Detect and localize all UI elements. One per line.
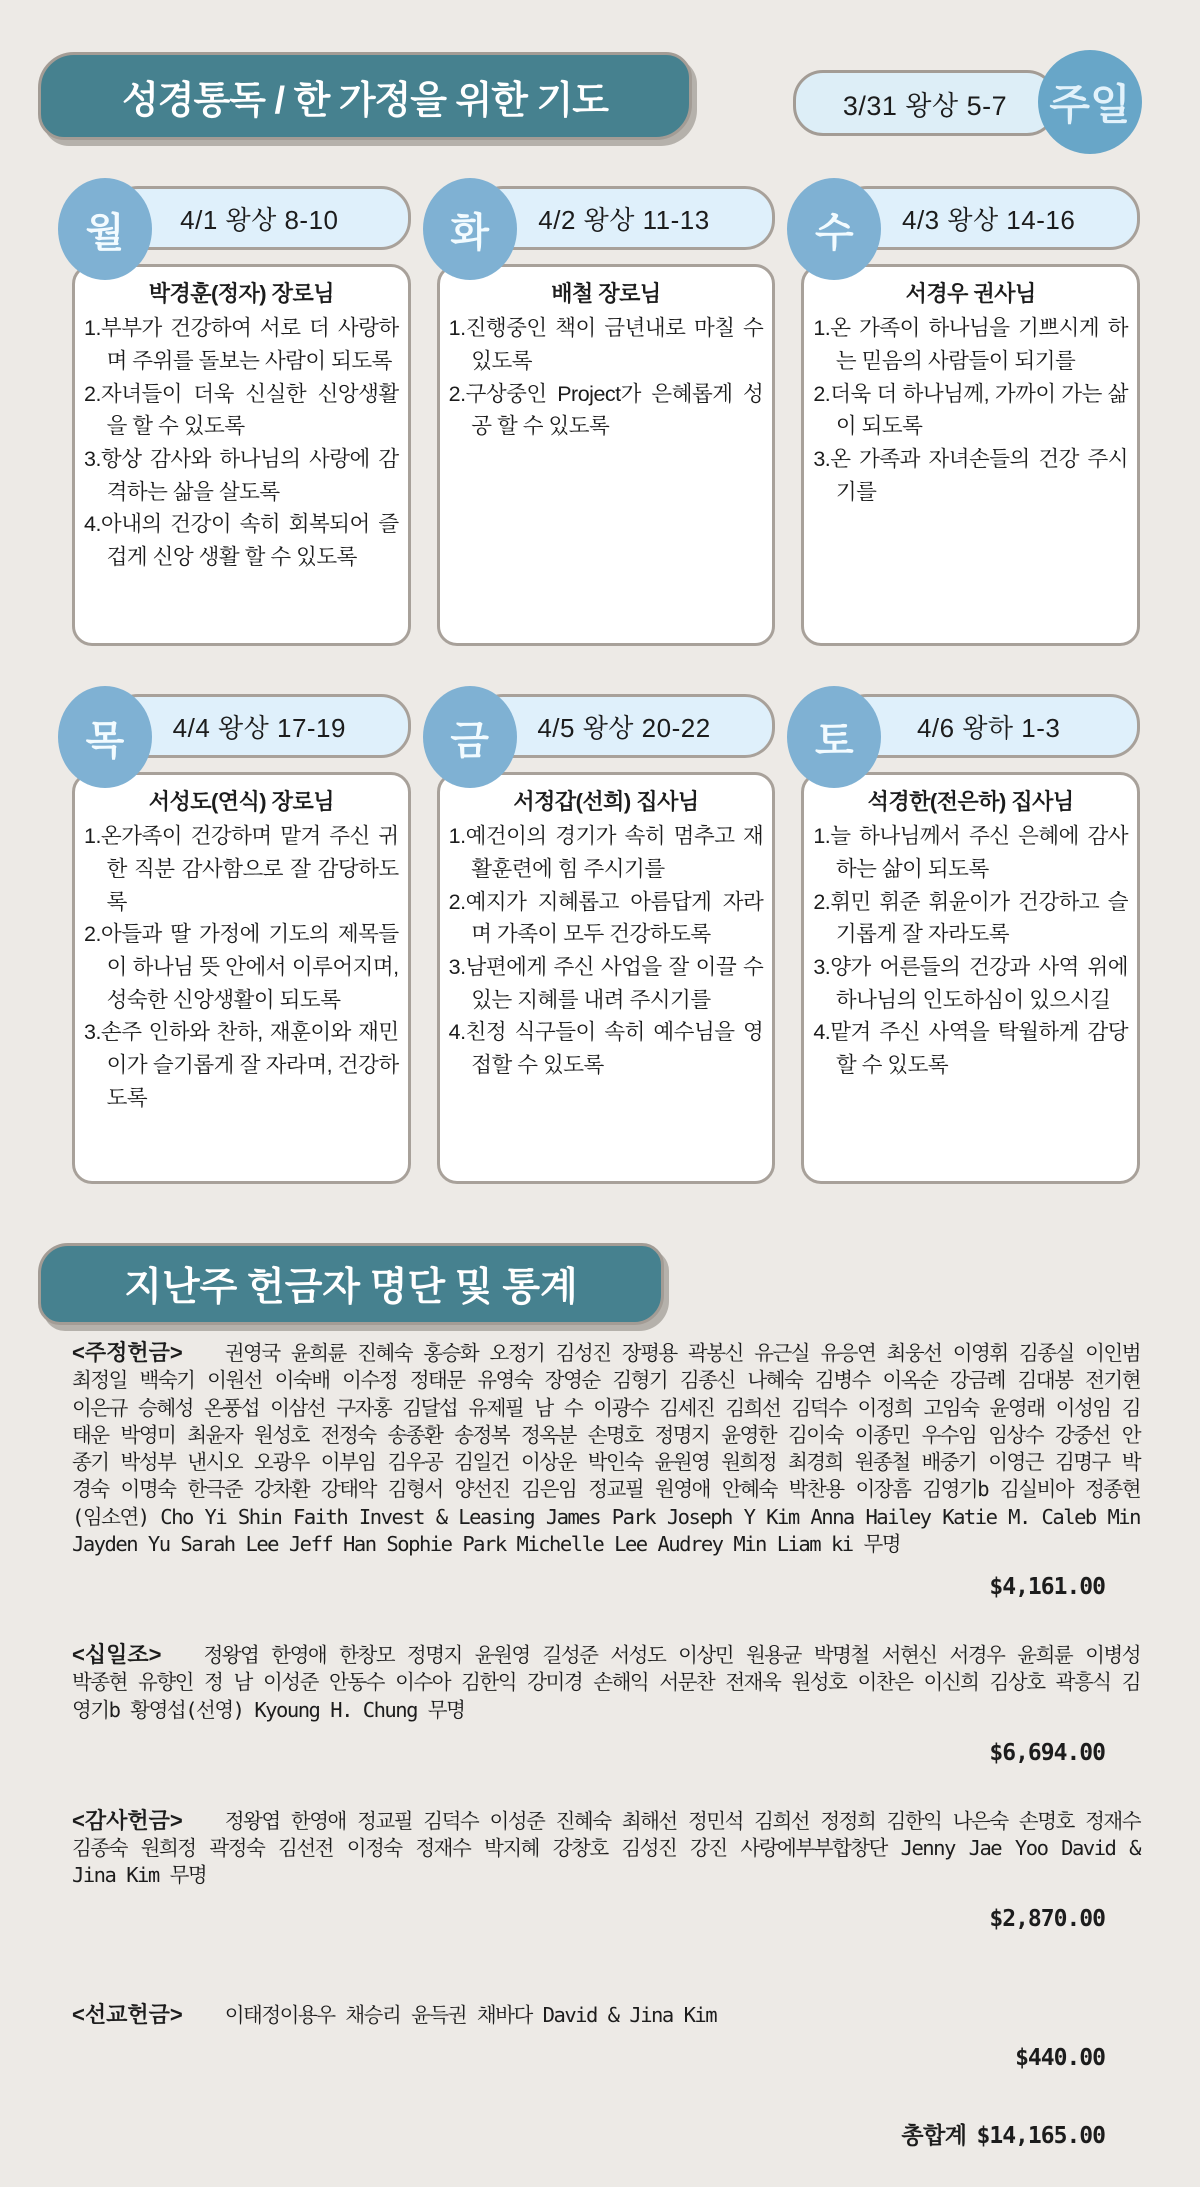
- day-badge: 수: [787, 178, 881, 280]
- family-name: 서정갑(선희) 집사님: [513, 789, 699, 814]
- offering-tithe: [72, 1640, 1140, 1766]
- prayer-item: 2.휘민 휘준 휘윤이가 건강하고 슬기롭게 잘 자라도록: [813, 889, 1128, 947]
- offering-label: <십일조>: [72, 1642, 162, 1667]
- day-badge: 월: [58, 178, 152, 280]
- day-badge: 화: [423, 178, 517, 280]
- offering-weekly: [72, 1338, 1140, 1600]
- day-card-thu: [72, 694, 411, 1184]
- day-card-tue: [437, 186, 776, 646]
- day-card-mon: [72, 186, 411, 646]
- offering-name-list: 정왕엽 한영애 정교필 김덕수 이성준 진혜숙 최해선 정민석 김희선 정정희 김한익 나은숙 손명호 정재수 김종숙 원희정 곽정숙 김선전 이정숙 정재수 박지혜 강창호 김성진 강진 사랑에부부합창단 Jenny Jae Yoo David & Jina Kim 무명: [72, 1808, 1140, 1888]
- offering-names: [72, 1338, 1140, 1558]
- prayer-item: 3.양가 어른들의 건강과 사역 위에 하나님의 인도하심이 있으시길: [813, 955, 1128, 1012]
- grand-total-label: 총합계: [901, 2121, 967, 2148]
- prayer-item: 3.항상 감사와 하나님의 사랑에 감격하는 삶을 살도록: [84, 447, 399, 504]
- prayer-item: 1.늘 하나님께서 주신 은혜에 감사하는 삶이 되도록: [813, 824, 1128, 882]
- prayer-body: [437, 772, 776, 1184]
- day-badge: 금: [423, 686, 517, 788]
- prayer-item: 2.더욱 더 하나님께, 가까이 가는 삶이 되도록: [813, 381, 1128, 439]
- prayer-body: [801, 264, 1140, 646]
- family-name: 석경한(전은하) 집사님: [867, 789, 1074, 814]
- day-card-wed: [801, 186, 1140, 646]
- family-name: 박경훈(정자) 장로님: [148, 281, 334, 306]
- day-cards-row-1: [72, 186, 1140, 646]
- offering-name-list: 이태정이용우 채승리 윤득권 채바다 David & Jina Kim: [224, 2002, 717, 2027]
- prayer-item: 1.진행중인 책이 금년내로 마칠 수 있도록: [448, 316, 764, 374]
- prayer-item: 2.구상중인 Project가 은혜롭게 성공 할 수 있도록: [448, 381, 764, 439]
- reading-header: 4/5 왕상 20-22: [473, 694, 776, 758]
- day-cards-row-2: [72, 694, 1140, 1184]
- prayer-body: [801, 772, 1140, 1184]
- day-card-sat: [801, 694, 1140, 1184]
- offering-section-title: 지난주 헌금자 명단 및 통계: [38, 1243, 664, 1325]
- prayer-item: 4.아내의 건강이 속히 회복되어 즐겁게 신앙 생활 할 수 있도록: [84, 512, 399, 570]
- offering-amount: $2,870.00: [989, 1905, 1105, 1932]
- prayer-item: 4.친정 식구들이 속히 예수님을 영접할 수 있도록: [448, 1020, 764, 1078]
- offering-label: <선교헌금>: [72, 2001, 183, 2027]
- offering-amount: $4,161.00: [989, 1574, 1105, 1600]
- day-card-fri: [437, 694, 776, 1184]
- prayer-item: 1.예건이의 경기가 속히 멈추고 재활훈련에 힘 주시기를: [448, 824, 764, 882]
- offering-names: [72, 1640, 1140, 1724]
- day-badge: 토: [787, 686, 881, 788]
- prayer-item: 3.손주 인하와 찬하, 재훈이와 재민이가 슬기롭게 잘 자라며, 건강하도록: [84, 1020, 399, 1110]
- prayer-item: 2.자녀들이 더욱 신실한 신앙생활을 할 수 있도록: [84, 381, 399, 439]
- offering-lists: [72, 1338, 1140, 2150]
- prayer-item: 1.부부가 건강하여 서로 더 사랑하며 주위를 돌보는 사람이 되도록: [84, 316, 399, 374]
- offering-names: [72, 2000, 1140, 2029]
- prayer-item: 3.남편에게 주신 사업을 잘 이끌 수 있는 지혜를 내려 주시기를: [448, 955, 764, 1012]
- prayer-item: 3.온 가족과 자녀손들의 건강 주시기를: [813, 447, 1128, 504]
- prayer-item: 4.맡겨 주신 사역을 탁월하게 감당할 수 있도록: [813, 1020, 1128, 1078]
- prayer-item: 2.아들과 딸 가정에 기도의 제목들이 하나님 뜻 안에서 이루어지며, 성숙한 신앙생활이 되도록: [84, 922, 399, 1012]
- reading-header: 4/1 왕상 8-10: [108, 186, 411, 250]
- offering-amount: $6,694.00: [989, 1739, 1105, 1766]
- reading-header: 4/6 왕하 1-3: [837, 694, 1140, 758]
- grand-total-amount: $14,165.00: [976, 2122, 1105, 2149]
- sunday-badge: 주일: [1038, 50, 1142, 154]
- prayer-item: 1.온 가족이 하나님을 기쁘시게 하는 믿음의 사람들이 되기를: [813, 316, 1128, 374]
- offering-label: <감사헌금>: [72, 1807, 183, 1833]
- day-badge: 목: [58, 686, 152, 788]
- family-name: 서성도(연식) 장로님: [148, 789, 334, 814]
- reading-header: 4/3 왕상 14-16: [837, 186, 1140, 250]
- prayer-body: [437, 264, 776, 646]
- reading-header: 4/2 왕상 11-13: [473, 186, 776, 250]
- grand-total: [72, 2117, 1140, 2150]
- page-title: 성경통독 / 한 가정을 위한 기도: [38, 52, 692, 140]
- offering-label: <주정헌금>: [72, 1340, 183, 1365]
- offering-thanksgiving: [72, 1806, 1140, 1932]
- prayer-body: [72, 772, 411, 1184]
- prayer-item: 1.온가족이 건강하며 맡겨 주신 귀한 직분 감사함으로 잘 감당하도록: [84, 824, 399, 914]
- offering-mission: [72, 2000, 1140, 2071]
- family-name: 서경우 권사님: [905, 281, 1036, 306]
- sunday-reading-box: 3/31 왕상 5-7: [793, 70, 1057, 136]
- offering-names: [72, 1806, 1140, 1890]
- family-name: 배철 장로님: [551, 281, 661, 306]
- prayer-item: 2.예지가 지혜롭고 아름답게 자라며 가족이 모두 건강하도록: [448, 889, 764, 947]
- reading-header: 4/4 왕상 17-19: [108, 694, 411, 758]
- offering-name-list: 권영국 윤희륜 진혜숙 홍승화 오정기 김성진 장평용 곽봉신 유근실 유응연 최웅선 이영휘 김종실 이인범 최정일 백숙기 이원선 이숙배 이수정 정태문 유영숙 장영순 김형기 김종신 나혜숙 김병수 이옥순 강금례 김대봉 전기현 이은규 승혜성 온풍섭 이삼선 구자홍 김달섭 유제필 남 수 이광수 김세진 김희선 김덕수 이정희 고임숙 윤영래 이성임 김태운 박영미 최윤자 원성호 전정숙 송종환 송정복 정옥분 손명호 정명지 윤영한 김이숙 이종민 우수임 임상수 강중선 안종기 박성부 낸시오 오광우 이부임 김우공 김일건 이상운 박인숙 윤원영 원희정 최경희 원종철 배중기 이영근 김명구 박경숙 이명숙 한극준 강차환 강태악 김형서 양선진 김은임 정교필 원영애 안혜숙 박찬용 이장흠 김영기b 김실비아 정종현(임소연) Cho Yi Shin Faith Invest & Leasing James Park Joseph Y Kim Anna Hailey Katie M. Caleb Min Jayden Yu Sarah Lee Jeff Han Sophie Park Michelle Lee Audrey Min Liam ki 무명: [72, 1341, 1141, 1556]
- prayer-body: [72, 264, 411, 646]
- offering-amount: $440.00: [1015, 2044, 1105, 2071]
- offering-name-list: 정왕엽 한영애 한창모 정명지 윤원영 길성준 서성도 이상민 원용균 박명철 서현신 서경우 윤희륜 이병성 박종현 유향인 정 남 이성준 안동수 이수아 김한익 강미경 손해익 서문찬 전재욱 원성호 이찬은 이신희 김상호 곽흥식 김영기b 황영섭(선영) Kyoung H. Chung 무명: [72, 1643, 1140, 1722]
